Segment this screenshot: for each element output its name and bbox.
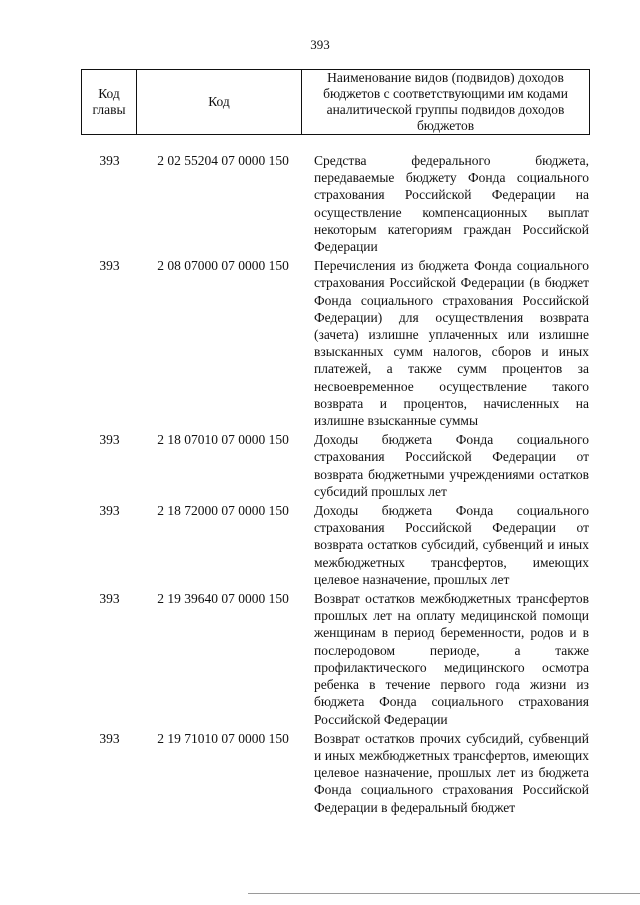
row-name: Доходы бюджета Фонда социального страхования Российской Федерации от возврата бюджетными учреждениями остатков субсидий прошлых лет (314, 432, 589, 499)
row-chapter-code: 393 (99, 730, 120, 746)
row-name: Средства федерального бюджета, передаваемые бюджету Фонда социального страхования Российской Федерации на осуществление компенсационных выплат некоторым категориям граждан Российской Федерации (314, 153, 589, 255)
scan-edge-line (248, 893, 640, 894)
table-row (81, 590, 589, 728)
page-number: 393 (310, 37, 330, 52)
header-chapter-code: Код главы (82, 70, 137, 135)
header-code: Код (137, 70, 302, 135)
table-row (81, 152, 589, 255)
row-chapter-code: 393 (99, 591, 120, 607)
row-name: Перечисления из бюджета Фонда социального страхования Российской Федерации (в бюджет Фонда социального страхования Российской Федерации) для осуществления возврата (зачета) излишне уплаченных или излишне взысканных сумм налогов, сборов и иных платежей, а также сумм процентов за несвоевременное осуществление такого возврата и процентов, начисленных на излишне взысканные суммы (314, 258, 589, 429)
header-name: Наименование видов (подвидов) доходов бюджетов с соответствующими им кодами аналитической группы подвидов доходов бюджетов (302, 70, 590, 135)
table-row (81, 730, 589, 816)
row-name: Возврат остатков прочих субсидий, субвенций и иных межбюджетных трансфертов, имеющих целевое назначение, прошлых лет из бюджета Фонда социального страхования Российской Федерации в федеральный бюджет (314, 730, 589, 815)
row-code: 2 02 55204 07 0000 150 (157, 153, 289, 168)
table-row (81, 257, 589, 429)
table-header (81, 69, 590, 135)
row-chapter-code: 393 (99, 432, 120, 448)
row-chapter-code: 393 (99, 153, 120, 168)
table-body (81, 152, 589, 818)
row-code: 2 19 39640 07 0000 150 (157, 591, 289, 607)
row-name: Доходы бюджета Фонда социального страхования Российской Федерации от возврата остатков субсидий, субвенций и иных межбюджетных трансфертов, имеющих целевое назначение, прошлых лет (314, 503, 589, 587)
row-code: 2 08 07000 07 0000 150 (157, 258, 289, 274)
row-code: 2 18 07010 07 0000 150 (157, 432, 289, 448)
table-row (81, 502, 589, 588)
row-name: Возврат остатков межбюджетных трансфертов прошлых лет на оплату медицинской помощи женщинам в период беременности, родов и в послеродовом периоде, а также профилактического медицинского осмотра ребенка в течение первого года жизни из бюджета Фонда социального страхования Российской Федерации (314, 591, 589, 727)
row-chapter-code: 393 (99, 258, 120, 274)
table-row (81, 431, 589, 500)
row-chapter-code: 393 (99, 503, 120, 519)
row-code: 2 18 72000 07 0000 150 (157, 503, 289, 519)
row-code: 2 19 71010 07 0000 150 (157, 730, 289, 746)
